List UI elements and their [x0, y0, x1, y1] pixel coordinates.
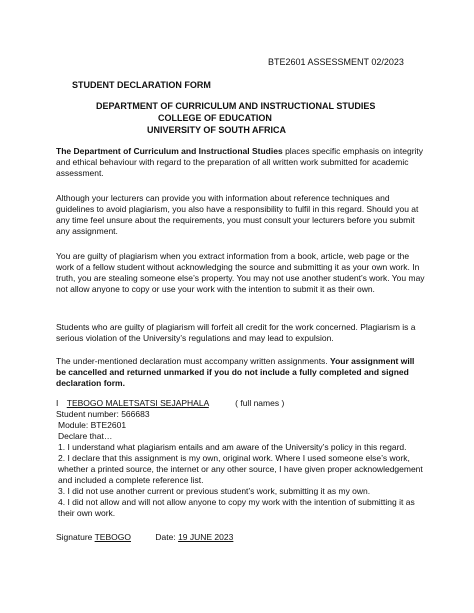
student-number: Student number: 566683 — [56, 409, 150, 419]
signature-value: TEBOGO — [94, 532, 131, 542]
department-emphasis: The Department of Curriculum and Instructional Studies — [56, 146, 283, 156]
paragraph-intro-rest: places specific emphasis on integrity and ethical behaviour with regard to the preparation of all written work submitted for academic assessment. — [56, 146, 424, 178]
declaration-item: 2. I declare that this assignment is my own, original work. Where I used someone else’s work, whether a printed source, the internet or any other source, I have given proper acknowledgement and included a complete reference list. — [58, 453, 423, 485]
date-label: Date: — [155, 532, 176, 542]
paragraph-requirement — [56, 356, 426, 389]
declaration-i-label: I — [56, 398, 59, 408]
college-name: COLLEGE OF EDUCATION — [158, 113, 272, 123]
paragraph-responsibility: Although your lecturers can provide you with information about reference techniques and guidelines to avoid plagiarism, you also have a responsibility to fulfil in this regard. Should you at any time feel unsure about the requirements, you must consult your lecturers before you submit any assignment. — [56, 193, 419, 236]
department-name: DEPARTMENT OF CURRICULUM AND INSTRUCTIONAL STUDIES — [96, 101, 376, 111]
student-full-name: TEBOGO MALETSATSI SEJAPHALA — [66, 398, 209, 408]
date-value: 19 JUNE 2023 — [178, 532, 234, 542]
requirement-text: The under-mentioned declaration must accompany written assignments. — [56, 356, 331, 366]
assessment-reference: BTE2601 ASSESSMENT 02/2023 — [268, 57, 404, 67]
signature-label: Signature — [56, 532, 93, 542]
requirement-warning: Your assignment will be cancelled and returned unmarked if you do not include a fully completed and signed declaration form. — [56, 356, 415, 388]
declaration-section — [56, 398, 428, 519]
signature-line — [56, 532, 233, 542]
paragraph-consequences: Students who are guilty of plagiarism will forfeit all credit for the work concerned. Plagiarism is a serious violation of the University’s regulations and may lead to expulsion. — [56, 322, 416, 343]
full-names-hint: ( full names ) — [235, 398, 285, 408]
declaration-item: 1. I understand what plagiarism entails and am aware of the University’s policy in this regard. — [58, 442, 407, 452]
declare-that: Declare that… — [58, 431, 113, 441]
declaration-item: 4. I did not allow and will not allow anyone to copy my work with the intention of submitting it as their own work. — [58, 497, 415, 518]
university-name: UNIVERSITY OF SOUTH AFRICA — [147, 125, 287, 135]
declaration-item: 3. I did not use another current or previous student’s work, submitting it as my own. — [58, 486, 371, 496]
paragraph-intro — [56, 146, 426, 179]
form-title: STUDENT DECLARATION FORM — [72, 80, 211, 90]
paragraph-plagiarism-definition: You are guilty of plagiarism when you extract information from a book, article, web page or the work of a fellow student without acknowledging the source and submitting it as your own work. In truth, you are stealing someone else’s property. You may not use another student’s work. You may not allow anyone to copy or use your work with the intention to submit it as their own. — [56, 251, 425, 294]
module-code: Module: BTE2601 — [58, 420, 127, 430]
